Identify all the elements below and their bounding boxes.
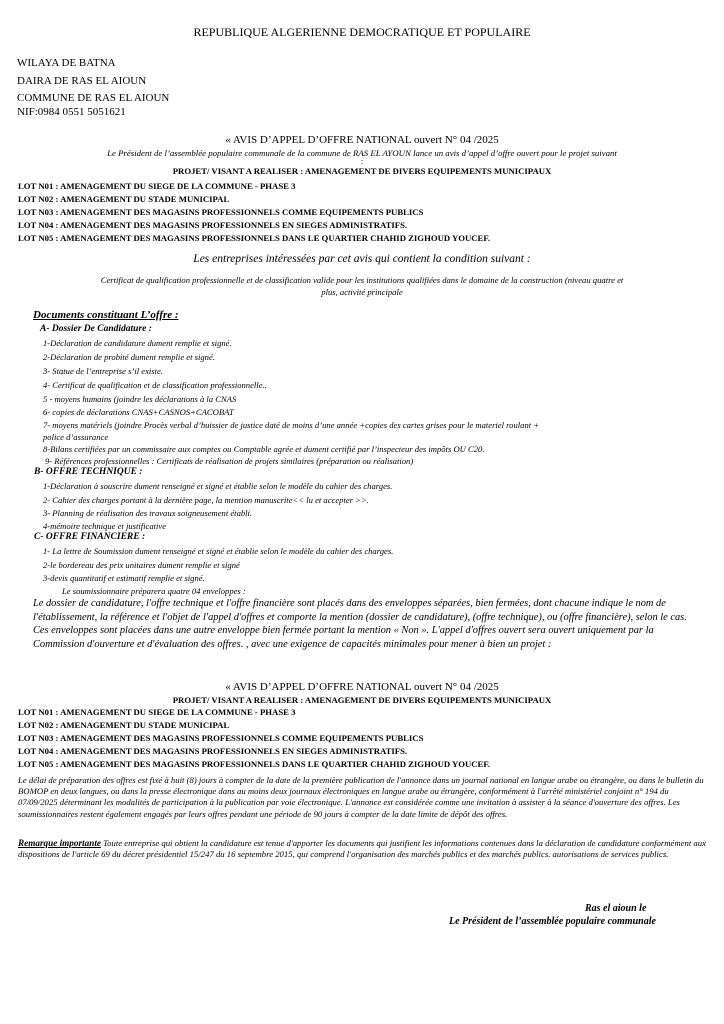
list-item: 5 - moyens humains (joindre les déclarations à la CNAS [43, 394, 237, 404]
lot-item: LOT N02 : AMENAGEMENT DU STADE MUNICIPAL [18, 720, 230, 730]
daira: DAIRA DE RAS EL AIOUN [17, 75, 147, 87]
section-c-title: C- OFFRE FINANCIERE : [34, 532, 146, 542]
commune: COMMUNE DE RAS EL AIOUN [17, 92, 170, 104]
list-item: 8-Bilans certifiées par un commissaire aux comptes ou Comptable agrée et dument certifié par l’inspecteur des impôts OU C20. [43, 444, 485, 454]
list-item: police d’assurance [43, 432, 109, 442]
list-item: 4-mémoire technique et justificative [43, 521, 167, 531]
condition-title: Les entreprises intéressées par cet avis qui contient la condition suivant : [193, 253, 531, 265]
section-b-title: B- OFFRE TECHNIQUE : [34, 467, 143, 477]
list-item: 7- moyens matériels (joindre Procès verbal d’huissier de justice daté de moins d’une année +copies des cartes grises pour le materiel roulant + [43, 420, 540, 430]
lot-item: LOT N01 : AMENAGEMENT DU SIEGE DE LA COMMUNE - PHASE 3 [18, 181, 296, 191]
list-item: 4- Certificat de qualification et de classification professionnelle.. [43, 380, 267, 390]
remarque-paragraph [18, 838, 706, 860]
lot-item: LOT N04 : AMENAGEMENT DES MAGASINS PROFESSIONNELS EN SIEGES ADMINISTRATIFS. [18, 220, 408, 230]
lot-item: LOT N01 : AMENAGEMENT DU SIEGE DE LA COMMUNE - PHASE 3 [18, 707, 296, 717]
projet-title: PROJET/ VISANT A REALISER : AMENAGEMENT DE DIVERS EQUIPEMENTS MUNICIPAUX [172, 166, 552, 176]
list-item: 3- Statue de l’entreprise s’il existe. [43, 366, 163, 376]
lot-item: LOT N03 : AMENAGEMENT DES MAGASINS PROFESSIONNELS COMME EQUIPEMENTS PUBLICS [18, 733, 424, 743]
signature-place: Ras el aioun le [585, 903, 647, 914]
list-item: 2-Déclaration de probité dument remplie et signé. [43, 352, 215, 362]
list-item: 2- Cahier des charges portant à la dernière page, la mention manuscrite<< lu et accepter >>. [43, 495, 369, 505]
remarque-label: Remarque importante [18, 838, 101, 848]
lot-item: LOT N05 : AMENAGEMENT DES MAGASINS PROFESSIONNELS DANS LE QUARTIER CHAHID ZIGHOUD YOUCEF. [18, 233, 491, 243]
projet-title-2: PROJET/ VISANT A REALISER : AMENAGEMENT DE DIVERS EQUIPEMENTS MUNICIPAUX [172, 695, 552, 705]
avis-intro-colon: : [360, 157, 364, 166]
list-item: 1-Déclaration de candidature dument remplie et signé. [43, 338, 232, 348]
avis-intro: Le Président de l’assemblée populaire communale de la commune de RAS EL AYOUN lance un avis d’appel d’offre ouvert pour le projet suivant [107, 148, 617, 158]
lot-item: LOT N03 : AMENAGEMENT DES MAGASINS PROFESSIONNELS COMME EQUIPEMENTS PUBLICS [18, 207, 424, 217]
list-item: 2-le bordereau des prix unitaires dument remplie et signé [43, 560, 240, 570]
lot-item: LOT N05 : AMENAGEMENT DES MAGASINS PROFESSIONNELS DANS LE QUARTIER CHAHID ZIGHOUD YOUCEF. [18, 759, 491, 769]
delai-paragraph: Le délai de préparation des offres est fixé à huit (8) jours à compter de la date de la première publication de l'annonce dans un journal national en langue arabe ou étrangère, ou dans le bulletin du BOMOP en deux langues, ou dans la presse électronique dans au moins deux journaux électroniques en langue arabe ou étrangère, conformément à l'arrêté ministériel conjoint n° 194 du 07/09/2025 déterminant les modalités de participation à la publication par voie électronique. L'annonce est considérée comme une invitation à assister à la séance d'ouverture des offres. Les soumissionnaires restent également engagés par leurs offres pendant une période de 90 jours à compter de la date limite de dépôt des offres. [18, 775, 704, 819]
section-a-title: A- Dossier De Candidature : [40, 324, 152, 334]
republic-title: REPUBLIQUE ALGERIENNE DEMOCRATIQUE ET POPULAIRE [193, 25, 531, 39]
enveloppes-note: Le soumissionnaire préparera quatre 04 enveloppes : [62, 586, 246, 596]
remarque-text: Toute entreprise qui obtient la candidature est tenue d'apporter les documents qui justifient les informations contenues dans la déclaration de candidature conformément aux dispositions de l'article 69 du décret présidentiel 15/247 du 16 septembre 2015, qui comprend l'organisation des marchés publics et des marchés publics. autorisations de services publics. [18, 838, 706, 860]
lot-item: LOT N04 : AMENAGEMENT DES MAGASINS PROFESSIONNELS EN SIEGES ADMINISTRATIFS. [18, 746, 408, 756]
avis-title: « AVIS D’APPEL D’OFFRE NATIONAL ouvert N° 04 /2025 [225, 134, 499, 146]
enveloppes-paragraph: Le dossier de candidature, l'offre technique et l'offre financière sont placés dans des enveloppes séparées, bien fermées, dont chacune indique le nom de l'établissement, la référence et l'objet de l'appel d'offres et comporte la mention (dossier de candidature), (offre technique), ou (offre financière), selon le cas. Ces enveloppes sont placées dans une autre enveloppe bien fermée portant la mention « Non ». L'appel d'offres ouvert sera ouvert uniquement par la Commission d'ouverture et d'évaluation des offres. , avec une exigence de capacités minimales pour mener à bien un projet : [33, 598, 687, 650]
list-item: 1-Déclaration à souscrire dument renseigné et signé et établie selon le modèle du cahier des charges. [43, 481, 393, 491]
wilaya: WILAYA DE BATNA [17, 57, 116, 69]
list-item: 1- La lettre de Soumission dument renseigné et signé et établie selon le modèle du cahier des charges. [43, 546, 394, 556]
nif: NIF:0984 0551 5051621 [17, 106, 126, 118]
list-item: 9- Références professionnelles : Certificats de réalisation de projets similaires (préparation ou réalisation) [45, 456, 414, 466]
condition-text: plus, activité principale [321, 287, 403, 297]
avis-title-2: « AVIS D’APPEL D’OFFRE NATIONAL ouvert N° 04 /2025 [225, 681, 499, 693]
documents-title: Documents constituant L’offre : [33, 309, 179, 321]
list-item: 3- Planning de réalisation des travaux soigneusement établi. [43, 508, 253, 518]
list-item: 6- copies de déclarations CNAS+CASNOS+CACOBAT [43, 407, 234, 417]
lot-item: LOT N02 : AMENAGEMENT DU STADE MUNICIPAL [18, 194, 230, 204]
signature-president: Le Président de l’assemblée populaire communale [449, 916, 656, 927]
list-item: 3-devis quantitatif et estimatif remplie et signé. [43, 573, 205, 583]
condition-text: Certificat de qualification professionnelle et de classification valide pour les institutions qualifiées dans le domaine de la construction (niveau quatre et [100, 275, 624, 285]
